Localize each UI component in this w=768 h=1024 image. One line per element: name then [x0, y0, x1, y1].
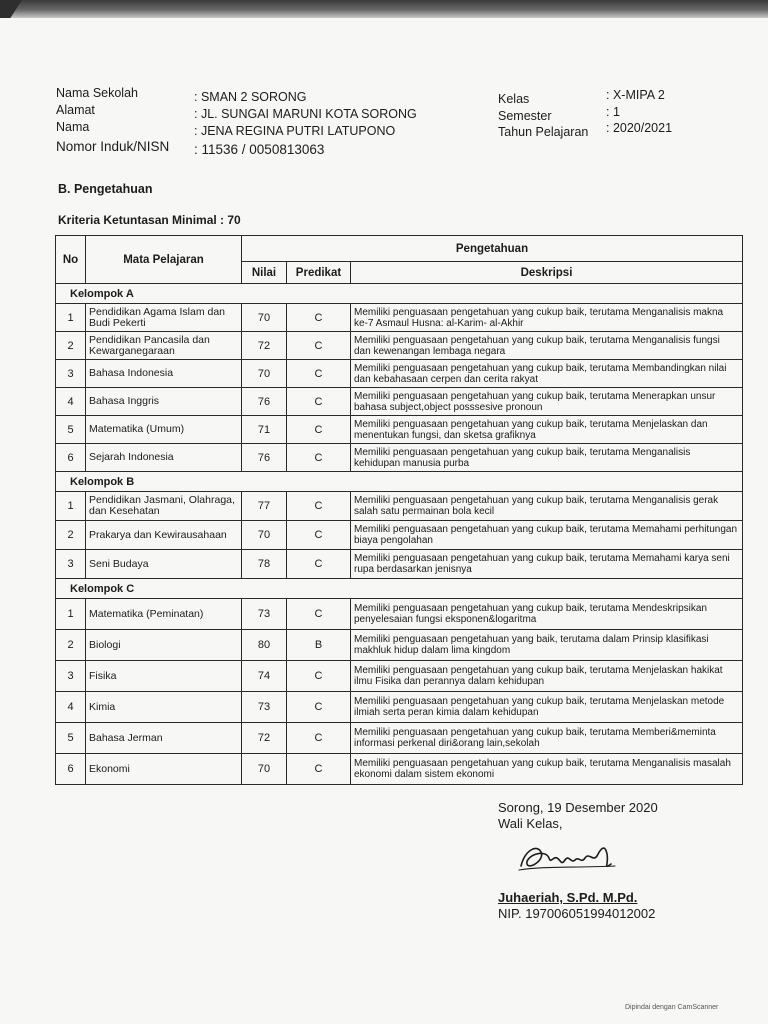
row-score: 80 [242, 630, 287, 661]
row-no: 4 [56, 692, 86, 723]
row-description: Memiliki penguasaan pengetahuan yang cukup baik, terutama Menganalisis masalah ekonomi dalam sistem ekonomi [351, 754, 743, 785]
row-subject: Ekonomi [86, 754, 242, 785]
table-row [56, 550, 743, 579]
row-description: Memiliki penguasaan pengetahuan yang cukup baik, terutama Mendeskripsikan penyelesaian fungsi eksponen&logaritma [351, 599, 743, 630]
col-score: Nilai [242, 262, 287, 284]
row-no: 3 [56, 550, 86, 579]
table-row [56, 599, 743, 630]
row-score: 76 [242, 388, 287, 416]
row-no: 1 [56, 492, 86, 521]
row-predicate: C [287, 692, 351, 723]
address-value: : JL. SUNGAI MARUNI KOTA SORONG [194, 107, 417, 121]
table-row [56, 630, 743, 661]
school-label: Nama Sekolah [56, 86, 138, 100]
row-description: Memiliki penguasaan pengetahuan yang cukup baik, terutama Memahami perhitungan biaya pengolahan [351, 521, 743, 550]
row-subject: Fisika [86, 661, 242, 692]
row-predicate: C [287, 492, 351, 521]
section-title: B. Pengetahuan [58, 182, 153, 196]
row-subject: Bahasa Indonesia [86, 360, 242, 388]
group-a-label: Kelompok A [56, 284, 743, 304]
row-subject: Prakarya dan Kewirausahaan [86, 521, 242, 550]
table-row [56, 754, 743, 785]
table-row [56, 332, 743, 360]
table-row [56, 661, 743, 692]
id-value: : 11536 / 0050813063 [194, 142, 325, 157]
grades-table [55, 235, 743, 785]
semester-value: : 1 [606, 105, 620, 119]
name-value: : JENA REGINA PUTRI LATUPONO [194, 124, 396, 138]
id-label: Nomor Induk/NISN [56, 139, 170, 154]
group-b-label: Kelompok B [56, 472, 743, 492]
row-predicate: C [287, 723, 351, 754]
row-predicate: C [287, 304, 351, 332]
table-row [56, 304, 743, 332]
grades-body [56, 284, 743, 785]
row-score: 73 [242, 692, 287, 723]
col-no: No [56, 236, 86, 284]
row-subject: Pendidikan Pancasila dan Kewarganegaraan [86, 332, 242, 360]
row-description: Memiliki penguasaan pengetahuan yang cukup baik, terutama Memberi&meminta informasi perkenal diri&orang lain,sekolah [351, 723, 743, 754]
row-subject: Pendidikan Jasmani, Olahraga, dan Kesehatan [86, 492, 242, 521]
row-predicate: C [287, 661, 351, 692]
col-subject: Mata Pelajaran [86, 236, 242, 284]
row-no: 1 [56, 599, 86, 630]
row-subject: Bahasa Inggris [86, 388, 242, 416]
address-label: Alamat [56, 103, 95, 117]
sign-place-date: Sorong, 19 Desember 2020 [498, 800, 658, 815]
row-description: Memiliki penguasaan pengetahuan yang cukup baik, terutama Menjelaskan metode ilmiah serta peran kimia dalam kehidupan [351, 692, 743, 723]
school-value: : SMAN 2 SORONG [194, 90, 307, 104]
row-subject: Matematika (Peminatan) [86, 599, 242, 630]
semester-label: Semester [498, 109, 552, 123]
row-predicate: C [287, 360, 351, 388]
table-row [56, 692, 743, 723]
row-description: Memiliki penguasaan pengetahuan yang cukup baik, terutama Menganalisis makna ke-7 Asmaul Husna: al-Karim- al-Akhir [351, 304, 743, 332]
row-score: 77 [242, 492, 287, 521]
row-score: 73 [242, 599, 287, 630]
row-subject: Biologi [86, 630, 242, 661]
row-no: 5 [56, 723, 86, 754]
row-subject: Kimia [86, 692, 242, 723]
table-row [56, 723, 743, 754]
row-description: Memiliki penguasaan pengetahuan yang baik, terutama dalam Prinsip klasifikasi makhluk hidup dalam lima kingdom [351, 630, 743, 661]
col-group-knowledge: Pengetahuan [242, 236, 743, 262]
row-description: Memiliki penguasaan pengetahuan yang cukup baik, terutama Memahami karya seni rupa berdasarkan jenisnya [351, 550, 743, 579]
row-score: 78 [242, 550, 287, 579]
row-subject: Seni Budaya [86, 550, 242, 579]
table-row [56, 388, 743, 416]
row-predicate: C [287, 416, 351, 444]
row-description: Memiliki penguasaan pengetahuan yang cukup baik, terutama Membandingkan nilai dan kebahasaan cerpen dan cerita rakyat [351, 360, 743, 388]
row-score: 74 [242, 661, 287, 692]
group-c-label: Kelompok C [56, 579, 743, 599]
row-score: 72 [242, 723, 287, 754]
col-description: Deskripsi [351, 262, 743, 284]
class-label: Kelas [498, 92, 530, 106]
row-predicate: C [287, 521, 351, 550]
row-no: 2 [56, 332, 86, 360]
year-value: : 2020/2021 [606, 121, 673, 135]
row-description: Memiliki penguasaan pengetahuan yang cukup baik, terutama Menganalisis gerak salah satu permainan bola kecil [351, 492, 743, 521]
row-score: 70 [242, 304, 287, 332]
row-predicate: C [287, 388, 351, 416]
row-score: 70 [242, 754, 287, 785]
row-no: 2 [56, 630, 86, 661]
table-row [56, 444, 743, 472]
table-row [56, 521, 743, 550]
row-subject: Matematika (Umum) [86, 416, 242, 444]
row-subject: Bahasa Jerman [86, 723, 242, 754]
row-predicate: C [287, 332, 351, 360]
row-score: 70 [242, 360, 287, 388]
row-predicate: B [287, 630, 351, 661]
row-score: 76 [242, 444, 287, 472]
table-row [56, 492, 743, 521]
teacher-nip: NIP. 197006051994012002 [498, 906, 656, 921]
row-description: Memiliki penguasaan pengetahuan yang cukup baik, terutama Menjelaskan dan menentukan fungsi, dan sketsa grafiknya [351, 416, 743, 444]
row-no: 6 [56, 444, 86, 472]
kkm-label: Kriteria Ketuntasan Minimal : 70 [58, 213, 241, 227]
scan-top-shadow [0, 0, 768, 18]
row-no: 3 [56, 360, 86, 388]
row-predicate: C [287, 599, 351, 630]
row-subject: Pendidikan Agama Islam dan Budi Pekerti [86, 304, 242, 332]
col-predicate: Predikat [287, 262, 351, 284]
row-description: Memiliki penguasaan pengetahuan yang cukup baik, terutama Menganalisis kehidupan manusia purba [351, 444, 743, 472]
table-row [56, 416, 743, 444]
row-description: Memiliki penguasaan pengetahuan yang cukup baik, terutama Menjelaskan hakikat ilmu Fisika dan perannya dalam kehidupan [351, 661, 743, 692]
row-no: 2 [56, 521, 86, 550]
row-predicate: C [287, 754, 351, 785]
row-score: 71 [242, 416, 287, 444]
teacher-name: Juhaeriah, S.Pd. M.Pd. [498, 890, 638, 905]
row-no: 4 [56, 388, 86, 416]
year-label: Tahun Pelajaran [498, 125, 589, 139]
row-subject: Sejarah Indonesia [86, 444, 242, 472]
row-score: 70 [242, 521, 287, 550]
class-value: : X-MIPA 2 [606, 88, 665, 102]
name-label: Nama [56, 120, 90, 134]
table-row [56, 360, 743, 388]
row-description: Memiliki penguasaan pengetahuan yang cukup baik, terutama Menerapkan unsur bahasa subject,object posssesive pronoun [351, 388, 743, 416]
row-predicate: C [287, 550, 351, 579]
row-predicate: C [287, 444, 351, 472]
row-description: Memiliki penguasaan pengetahuan yang cukup baik, terutama Menganalisis fungsi dan kewenangan lembaga negara [351, 332, 743, 360]
row-no: 6 [56, 754, 86, 785]
row-no: 3 [56, 661, 86, 692]
scanner-footer: Dipindai dengan CamScanner [625, 1004, 719, 1011]
row-score: 72 [242, 332, 287, 360]
row-no: 5 [56, 416, 86, 444]
row-no: 1 [56, 304, 86, 332]
sign-role: Wali Kelas, [498, 816, 563, 831]
handwritten-signature [515, 836, 625, 880]
